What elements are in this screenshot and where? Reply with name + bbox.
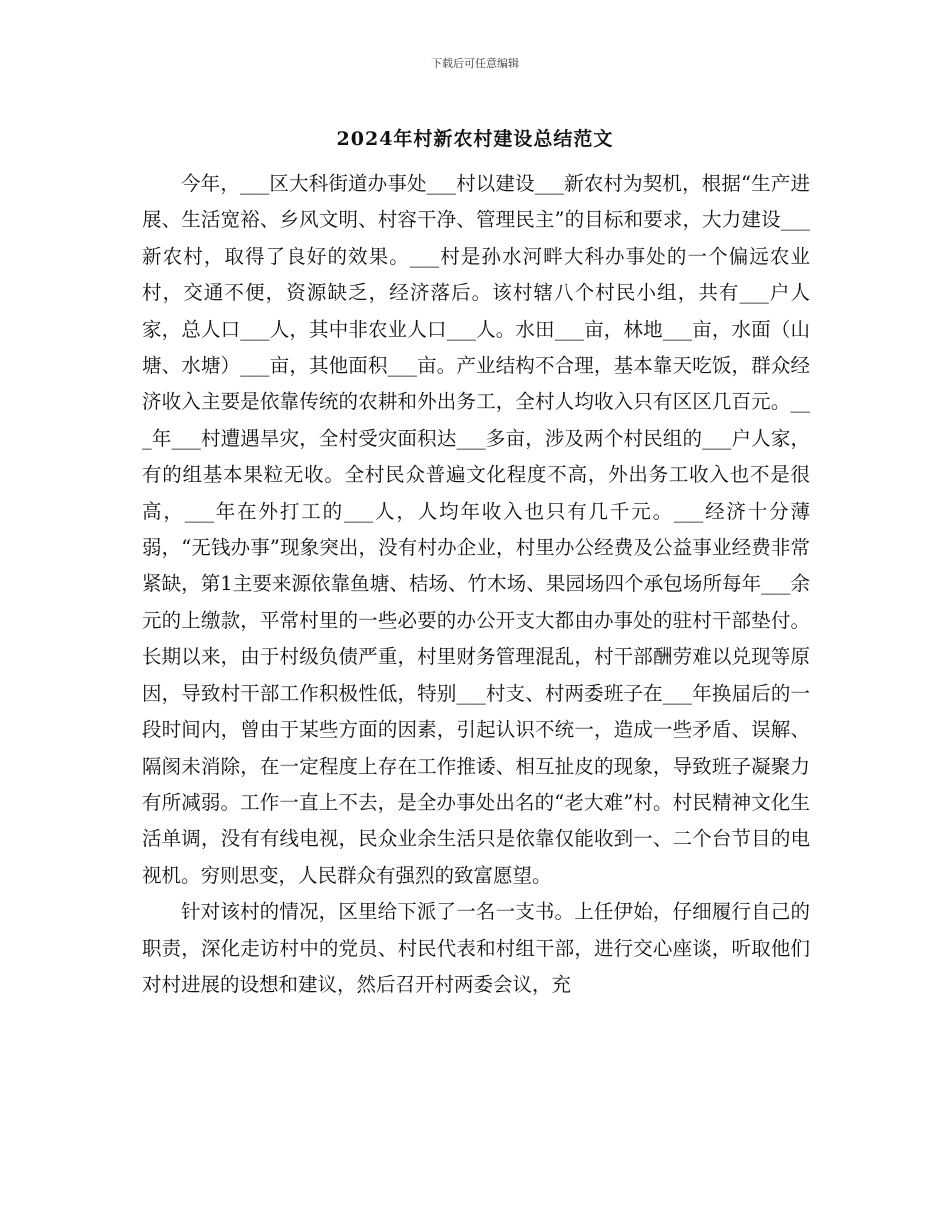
paragraph-2: 针对该村的情况，区里给下派了一名一支书。上任伊始，仔细履行自己的职责，深化走访村中的党员、村民代表和村组干部，进行交心座谈，听取他们对村进展的设想和建议，然后召开村两委会议，充 bbox=[142, 900, 810, 996]
document-title: 2024年村新农村建设总结范文 bbox=[336, 128, 614, 150]
document-body bbox=[142, 166, 810, 1003]
paragraph-1: 今年，___区大科街道办事处___村以建设___新农村为契机，根据“生产进展、生活宽裕、乡风文明、村容干净、管理民主”的目标和要求，大力建设___新农村，取得了良好的效果。___村是孙水河畔大科办事处的一个偏远农业村，交通不便，资源缺乏，经济落后。该村辖八个村民小组，共有___户人家，总人口___人，其中非农业人口___人。水田___亩，林地___亩，水面（山塘、水塘）___亩，其他面积___亩。产业结构不合理，基本靠天吃饭，群众经济收入主要是依靠传统的农耕和外出务工，全村人均收入只有区区几百元。___年___村遭遇旱灾，全村受灾面积达___多亩，涉及两个村民组的___户人家，有的组基本果粒无收。全村民众普遍文化程度不高，外出务工收入也不是很高，___年在外打工的___人，人均年收入也只有几千元。___经济十分薄弱，“无钱办事”现象突出，没有村办企业，村里办公经费及公益事业经费非常紧缺，第1主要来源依靠鱼塘、桔场、竹木场、果园场四个承包场所每年___余元的上缴款，平常村里的一些必要的办公开支大都由办事处的驻村干部垫付。长期以来，由于村级负债严重，村里财务管理混乱，村干部酬劳难以兑现等原因，导致村干部工作积极性低，特别___村支、村两委班子在___年换届后的一段时间内，曾由于某些方面的因素，引起认识不统一，造成一些矛盾、误解、隔阂未消除，在一定程度上存在工作推诿、相互扯皮的现象，导致班子凝聚力有所减弱。工作一直上不去，是全办事处出名的“老大难”村。村民精神文化生活单调，没有有线电视，民众业余生活只是依靠仅能收到一、二个台节目的电视机。穷则思变，人民群众有强烈的致富愿望。 bbox=[142, 172, 810, 887]
header-note: 下载后可任意编辑 bbox=[431, 57, 519, 70]
